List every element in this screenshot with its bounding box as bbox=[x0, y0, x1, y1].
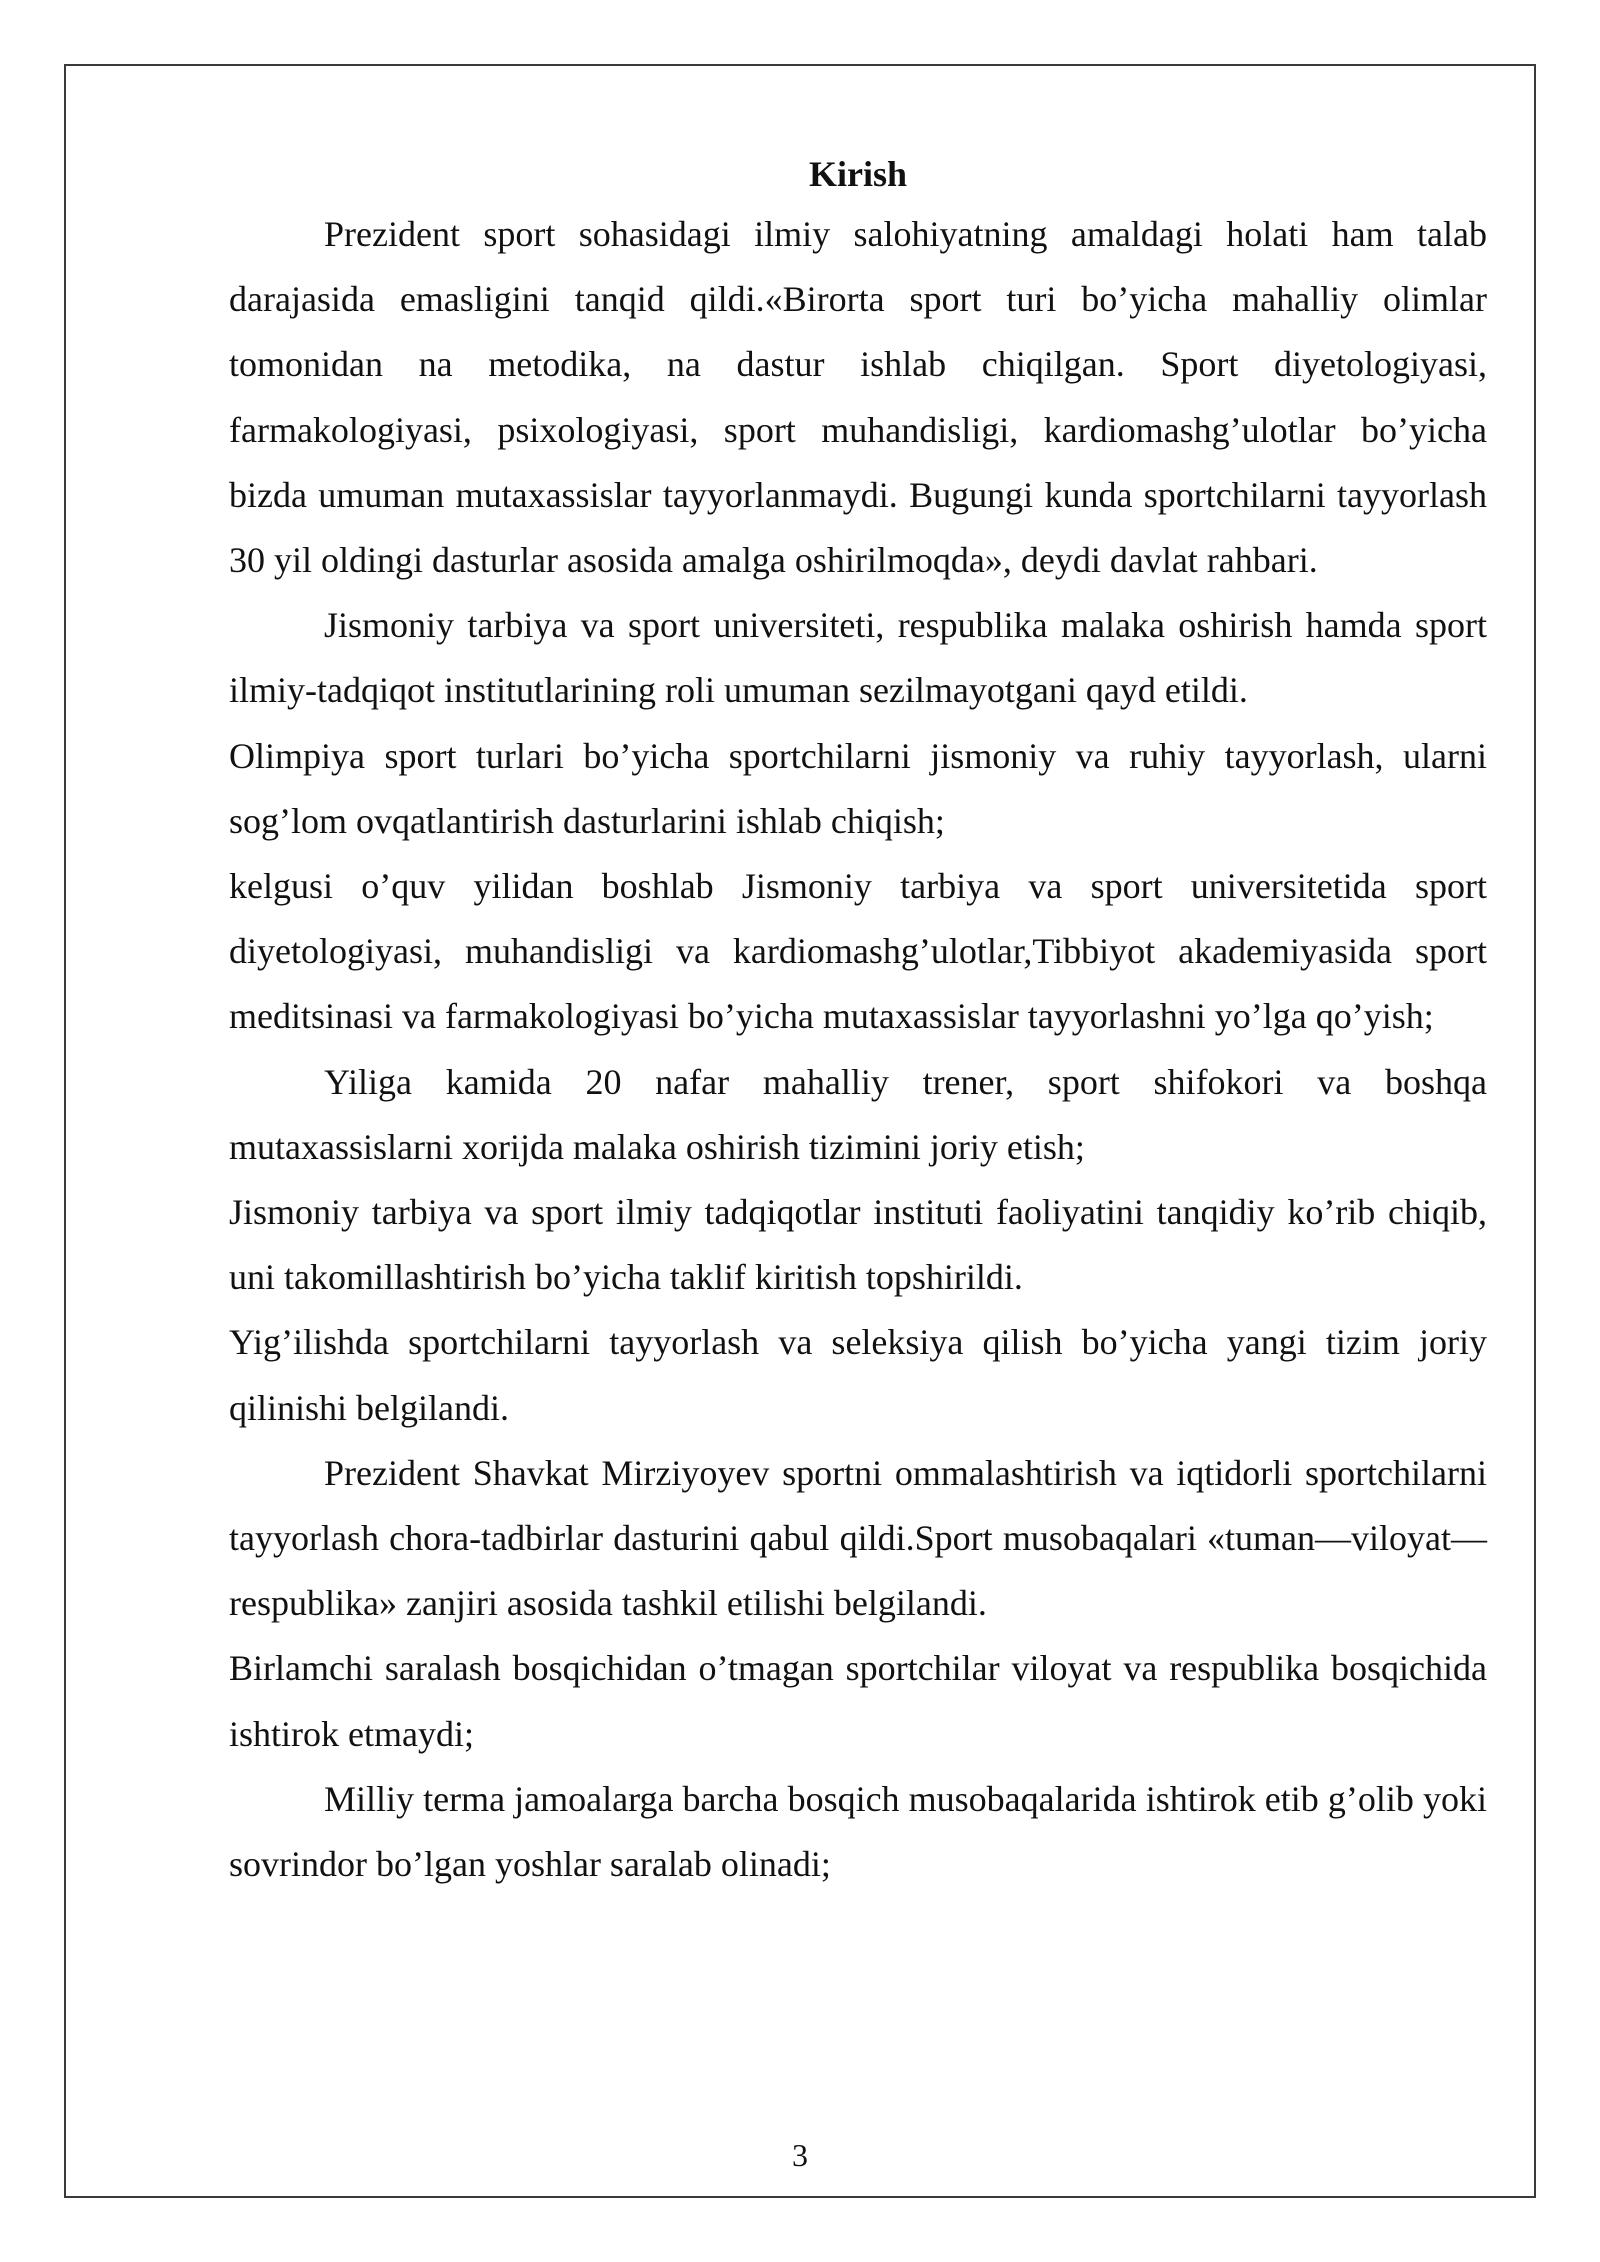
page-number: 3 bbox=[792, 2137, 808, 2173]
paragraph-university-role: Jismoniy tarbiya va sport universiteti, respublika malaka oshirish hamda sport ilmiy-tadqiqot institutlarining roli umuman sezilmayotgani qayd etildi. bbox=[229, 605, 1487, 711]
document-title: Kirish bbox=[808, 154, 907, 194]
paragraph-primary-selection: Birlamchi saralash bosqichidan o’tmagan sportchilar viloyat va respublika bosqichida ishtirok etmaydi; bbox=[229, 1648, 1487, 1754]
paragraph-trainers-abroad: Yiliga kamida 20 nafar mahalliy trener, sport shifokori va boshqa mutaxassislarni xorijda malaka oshirish tizimini joriy etish; bbox=[229, 1061, 1487, 1167]
paragraph-president-critique: Prezident sport sohasidagi ilmiy salohiyatning amaldagi holati ham talab darajasida emasligini tanqid qildi.«Birorta sport turi bo’yicha mahalliy olimlar tomonidan na metodika, na dastur ishlab chiqilgan. Sport diyetologiyasi, farmakologiyasi, psixologiyasi, sport muhandisligi, kardiomashg’ulotlar bo’yicha bizda umuman mutaxassislar tayyorlanmaydi. Bugungi kunda sportchilarni tayyorlash 30 yil oldingi dasturlar asosida amalga oshirilmoqda», deydi davlat rahbari. bbox=[229, 214, 1487, 581]
paragraph-popularization-program: Prezident Shavkat Mirziyoyev sportni ommalashtirish va iqtidorli sportchilarni tayyorlash chora-tadbirlar dasturini qabul qildi.Sport musobaqalari «tuman—viloyat—respublika» zanjiri asosida tashkil etilishi belgilandi. bbox=[229, 1452, 1487, 1624]
paragraph-next-academic-year: kelgusi o’quv yilidan boshlab Jismoniy tarbiya va sport universitetida sport diyetologiyasi, muhandisligi va kardiomashg’ulotlar,Tibbiyot akademiyasida sport meditsinasi va farmakologiyasi bo’yicha mutaxassislar tayyorlashni yo’lga qo’yish; bbox=[229, 866, 1487, 1037]
paragraph-research-institute: Jismoniy tarbiya va sport ilmiy tadqiqotlar instituti faoliyatini tanqidiy ko’rib chiqib, uni takomillashtirish bo’yicha taklif kiritish topshirildi. bbox=[229, 1192, 1487, 1298]
document-body bbox=[229, 146, 1487, 1897]
paragraph-selection-system: Yig’ilishda sportchilarni tayyorlash va seleksiya qilish bo’yicha yangi tizim joriy qilinishi belgilandi. bbox=[229, 1322, 1487, 1428]
paragraph-national-teams: Milliy terma jamoalarga barcha bosqich musobaqalarida ishtirok etib g’olib yoki sovrindor bo’lgan yoshlar saralab olinadi; bbox=[229, 1778, 1487, 1885]
paragraph-olympic-training: Olimpiya sport turlari bo’yicha sportchilarni jismoniy va ruhiy tayyorlash, ularni sog’lom ovqatlantirish dasturlarini ishlab chiqish; bbox=[229, 735, 1487, 841]
